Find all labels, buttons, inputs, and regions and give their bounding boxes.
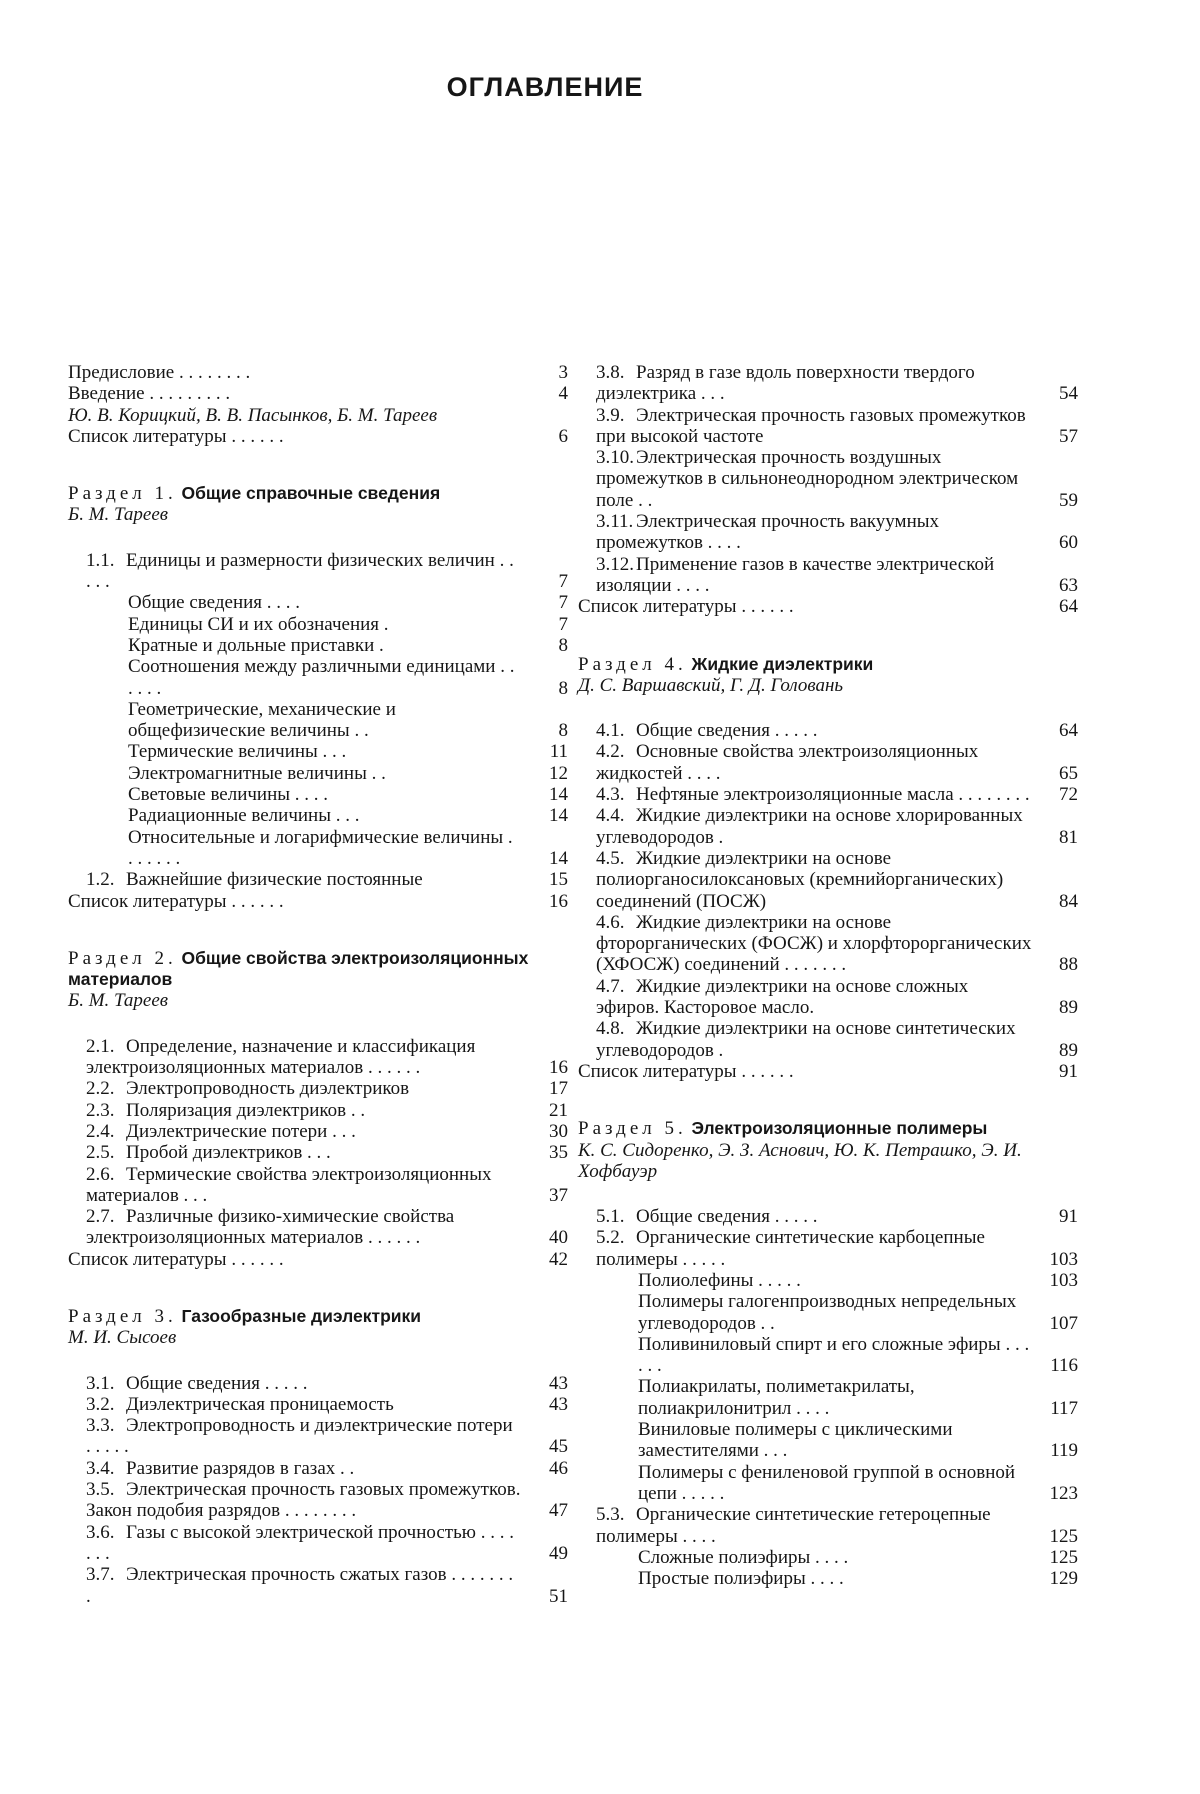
toc-page-number: 8 xyxy=(558,720,568,742)
toc-entry-label xyxy=(596,805,1032,848)
toc-entry xyxy=(68,614,568,635)
section-authors: Б. М. Тареев xyxy=(68,990,169,1012)
toc-entry xyxy=(68,1522,568,1565)
toc-entry xyxy=(68,1164,568,1207)
toc-entry-label xyxy=(86,1164,522,1207)
toc-entry-number: 5.1. xyxy=(596,1206,625,1228)
toc-entry-text: Жидкие диэлектрики на основе хлорированных углеводородов . xyxy=(596,805,1023,848)
toc-entry-text: Электрическая прочность сжатых газов . . . . . . . . xyxy=(86,1564,514,1607)
toc-entry-number: 1.1. xyxy=(86,549,115,571)
toc-page-number: 37 xyxy=(549,1184,568,1206)
toc-entry-number: 3.10. xyxy=(596,447,634,469)
toc-page-number: 60 xyxy=(1059,532,1078,554)
toc-page-number: 8 xyxy=(558,634,568,656)
toc-entry-text: Развитие разрядов в газах . . xyxy=(126,1457,355,1479)
toc-entry-label xyxy=(638,1547,1032,1568)
toc-entry-number: 4.8. xyxy=(596,1018,625,1040)
toc-entry-label xyxy=(596,1206,1032,1227)
toc-page-number: 14 xyxy=(549,805,568,827)
toc-entry-text: Введение . . . . . . . . . xyxy=(68,383,231,405)
toc-entry-number: 3.8. xyxy=(596,362,625,383)
toc-entry-text: Сложные полиэфиры . . . . xyxy=(638,1546,849,1568)
toc-entry xyxy=(578,1419,1078,1462)
toc-page-number: 7 xyxy=(558,592,568,614)
toc-page-number: 30 xyxy=(549,1120,568,1142)
toc-entry-label xyxy=(86,1121,522,1142)
toc-entry-number: 4.6. xyxy=(596,911,625,933)
toc-entry xyxy=(578,720,1078,741)
toc-page-number: 91 xyxy=(1059,1206,1078,1228)
toc-entry-label xyxy=(596,1227,1032,1270)
toc-entry-number: 3.4. xyxy=(86,1457,115,1479)
toc-entry-label xyxy=(596,976,1032,1019)
toc-entry-label xyxy=(86,1078,522,1099)
toc-entry-number: 2.5. xyxy=(86,1142,115,1164)
toc-entry-label xyxy=(68,1249,522,1270)
toc-entry-label xyxy=(68,891,522,912)
section-heading xyxy=(68,483,568,504)
toc-entry-text: Разряд в газе вдоль поверхности твердого диэлектрика . . . xyxy=(596,362,975,405)
toc-entry xyxy=(578,848,1078,912)
toc-entry-number: 4.2. xyxy=(596,741,625,763)
toc-page-number: 17 xyxy=(549,1078,568,1100)
toc-page-number: 81 xyxy=(1059,826,1078,848)
toc-entry-label xyxy=(86,1142,522,1163)
toc-entry-text: Полимеры галогенпроизводных непредельных углеводородов . . xyxy=(638,1291,1017,1334)
toc-entry-label xyxy=(128,656,522,699)
toc-entry-text: Радиационные величины . . . xyxy=(128,805,360,827)
toc-entry-text: Предисловие . . . . . . . . xyxy=(68,362,251,383)
toc-right-column xyxy=(578,362,1078,1589)
toc-references-entry xyxy=(68,383,568,404)
toc-entry xyxy=(68,1078,568,1099)
toc-entry xyxy=(68,1373,568,1394)
toc-entry-label xyxy=(68,383,522,404)
toc-entry-label xyxy=(596,447,1032,511)
toc-entry xyxy=(68,741,568,762)
toc-entry xyxy=(68,592,568,613)
toc-page-number: 43 xyxy=(549,1372,568,1394)
toc-page-number: 43 xyxy=(549,1393,568,1415)
toc-entry xyxy=(578,1018,1078,1061)
toc-entry-text: Электрическая прочность вакуумных промежутков . . . . xyxy=(596,511,939,554)
toc-page-number: 63 xyxy=(1059,574,1078,596)
toc-entry xyxy=(68,1121,568,1142)
toc-page-number: 42 xyxy=(549,1248,568,1270)
toc-entry-label xyxy=(86,550,522,593)
toc-references-entry xyxy=(68,1249,568,1270)
toc-entry xyxy=(578,1547,1078,1568)
section-prefix: Раздел 2. xyxy=(68,947,177,969)
toc-page-number: 84 xyxy=(1059,890,1078,912)
section-heading xyxy=(578,1118,1078,1139)
toc-entry-text: Электропроводность диэлектриков xyxy=(126,1078,410,1100)
toc-entry-label xyxy=(638,1270,1032,1291)
toc-page-number: 91 xyxy=(1059,1060,1078,1082)
toc-page-number: 49 xyxy=(549,1542,568,1564)
toc-entry xyxy=(578,1206,1078,1227)
toc-entry xyxy=(578,1334,1078,1377)
toc-entry-label xyxy=(86,1100,522,1121)
toc-entry-text: Список литературы . . . . . . xyxy=(68,425,284,447)
toc-entry xyxy=(68,1036,568,1079)
toc-entry xyxy=(68,1458,568,1479)
toc-page-number: 119 xyxy=(1050,1440,1078,1462)
toc-entry xyxy=(68,550,568,593)
toc-entry xyxy=(578,784,1078,805)
toc-entry-label xyxy=(86,1522,522,1565)
toc-page-number: 47 xyxy=(549,1500,568,1522)
toc-page-number: 123 xyxy=(1049,1482,1078,1504)
page-title: ОГЛАВЛЕНИЕ xyxy=(446,72,644,102)
toc-entry-number: 4.7. xyxy=(596,975,625,997)
toc-entry-label xyxy=(128,699,522,742)
section-authors: Б. М. Тареев xyxy=(68,504,169,526)
toc-page-number: 35 xyxy=(549,1142,568,1164)
toc-entry-number: 3.2. xyxy=(86,1393,115,1415)
toc-page-number: 64 xyxy=(1059,720,1078,742)
toc-entry-label xyxy=(128,635,522,656)
toc-entry-text: Список литературы . . . . . . xyxy=(68,890,284,912)
toc-page-number: 57 xyxy=(1059,425,1078,447)
toc-page-number: 11 xyxy=(549,741,568,763)
toc-page-number: 16 xyxy=(549,890,568,912)
toc-entry xyxy=(68,1394,568,1415)
toc-page-number: 72 xyxy=(1059,784,1078,806)
spacer xyxy=(68,1012,568,1036)
toc-entry-label xyxy=(638,1291,1032,1334)
toc-entry-label xyxy=(128,805,522,826)
toc-entry-label xyxy=(596,784,1032,805)
toc-entry-label xyxy=(86,1479,522,1522)
toc-entry-text: Органические синтетические карбоцепные полимеры . . . . . xyxy=(596,1227,985,1270)
toc-page-number: 103 xyxy=(1049,1248,1078,1270)
toc-entry xyxy=(578,1270,1078,1291)
toc-entry-number: 2.2. xyxy=(86,1078,115,1100)
toc-page-number: 65 xyxy=(1059,762,1078,784)
section-title: Жидкие диэлектрики xyxy=(691,653,874,674)
toc-entry-label xyxy=(86,1415,522,1458)
toc-page-number: 88 xyxy=(1059,954,1078,976)
section-prefix: Раздел 5. xyxy=(578,1118,687,1140)
section-prefix: Раздел 3. xyxy=(68,1305,177,1327)
toc-entry-label xyxy=(86,869,522,890)
toc-page-number: 51 xyxy=(549,1585,568,1607)
spacer xyxy=(578,696,1078,720)
toc-entry-label xyxy=(596,720,1032,741)
toc-entry xyxy=(578,405,1078,448)
toc-entry xyxy=(578,1462,1078,1505)
toc-entry-text: Жидкие диэлектрики на основе фторорганических (ФОСЖ) и хлорфторорганических (ХФОСЖ) соединений . . . . . . . xyxy=(596,911,1032,976)
toc-entry-number: 3.3. xyxy=(86,1415,115,1437)
toc-entry-text: Диэлектрическая проницаемость xyxy=(126,1393,394,1415)
toc-page-number: 46 xyxy=(549,1457,568,1479)
toc-page-number: 21 xyxy=(549,1099,568,1121)
toc-page-number: 116 xyxy=(1050,1355,1078,1377)
spacer xyxy=(68,526,568,550)
toc-page-number: 89 xyxy=(1059,1039,1078,1061)
section-title: Общие свойства электроизоляционных материалов xyxy=(68,947,529,990)
toc-entry xyxy=(68,1142,568,1163)
toc-page-number: 7 xyxy=(558,613,568,635)
toc-entry-label xyxy=(638,1568,1032,1589)
toc-entry-label xyxy=(638,1419,1032,1462)
toc-entry-text: Пробой диэлектриков . . . xyxy=(126,1142,331,1164)
toc-entry-label xyxy=(596,405,1032,448)
toc-entry-text: Различные физико-химические свойства электроизоляционных материалов . . . . . . xyxy=(86,1206,455,1249)
toc-entry-text: Полиолефины . . . . . xyxy=(638,1269,801,1291)
toc-references-entry xyxy=(578,1061,1078,1082)
toc-entry xyxy=(578,1504,1078,1547)
toc-entry-label xyxy=(638,1334,1032,1377)
toc-entry xyxy=(68,827,568,870)
toc-entry-text: Определение, назначение и классификация электроизоляционных материалов . . . . . . xyxy=(86,1035,476,1079)
toc-entry-text: Жидкие диэлектрики на основе сложных эфиров. Касторовое масло. xyxy=(596,975,969,1019)
toc-entry-text: Общие сведения . . . . . xyxy=(636,720,818,742)
toc-entry-text: Полимеры с фениленовой группой в основной цепи . . . . . xyxy=(638,1461,1016,1504)
toc-entry-number: 3.7. xyxy=(86,1564,115,1586)
toc-entry-text: Диэлектрические потери . . . xyxy=(126,1120,356,1142)
toc-entry-text: Основные свойства электроизоляционных жидкостей . . . . xyxy=(596,741,979,784)
section-title: Газообразные диэлектрики xyxy=(181,1305,422,1326)
toc-page-number: 125 xyxy=(1049,1546,1078,1568)
toc-page-number: 125 xyxy=(1049,1525,1078,1547)
toc-entry xyxy=(578,1568,1078,1589)
toc-entry-number: 2.6. xyxy=(86,1163,115,1185)
toc-entry-number: 4.1. xyxy=(596,720,625,742)
toc-page-number: 14 xyxy=(549,784,568,806)
section-prefix: Раздел 4. xyxy=(578,653,687,675)
toc-entry xyxy=(578,1291,1078,1334)
toc-entry-number: 5.3. xyxy=(596,1504,625,1526)
toc-entry xyxy=(68,635,568,656)
toc-entry xyxy=(68,805,568,826)
toc-entry-label xyxy=(86,1373,522,1394)
toc-entry-text: Применение газов в качестве электрической изоляции . . . . xyxy=(596,553,995,596)
toc-entry xyxy=(68,1479,568,1522)
toc-entry-number: 3.6. xyxy=(86,1521,115,1543)
toc-entry-text: Нефтяные электроизоляционные масла . . . . . . . . xyxy=(636,784,1030,806)
toc-page-number: 45 xyxy=(549,1436,568,1458)
toc-entry-label xyxy=(128,784,522,805)
toc-entry-text: Соотношения между различными единицами . . . . . . xyxy=(128,656,515,699)
toc-page-number: 107 xyxy=(1049,1312,1078,1334)
toc-entry-text: Электромагнитные величины . . xyxy=(128,762,386,784)
toc-entry-number: 2.4. xyxy=(86,1120,115,1142)
section-prefix: Раздел 1. xyxy=(68,483,177,505)
section-authors: Д. С. Варшавский, Г. Д. Головань xyxy=(578,674,844,696)
toc-entry-label xyxy=(578,1061,1032,1082)
toc-entry-text: Общие сведения . . . . . xyxy=(636,1206,818,1228)
toc-page-number: 16 xyxy=(549,1057,568,1079)
toc-entry-label xyxy=(596,912,1032,976)
section-heading xyxy=(68,948,568,991)
toc-entry xyxy=(578,362,1078,405)
toc-page-number: 12 xyxy=(549,762,568,784)
toc-entry xyxy=(68,763,568,784)
toc-page-number: 117 xyxy=(1050,1397,1078,1419)
toc-entry-text: Термические свойства электроизоляционных материалов . . . xyxy=(86,1163,492,1206)
toc-entry-text: Жидкие диэлектрики на основе синтетических углеводородов . xyxy=(596,1018,1016,1061)
toc-entry-text: Термические величины . . . xyxy=(128,741,347,763)
toc-references-entry xyxy=(68,426,568,447)
toc-entry-label xyxy=(596,1018,1032,1061)
toc-page-number: 14 xyxy=(549,847,568,869)
toc-entry-number: 2.7. xyxy=(86,1206,115,1228)
toc-entry-text: Важнейшие физические постоянные xyxy=(126,869,423,891)
toc-entry-label xyxy=(86,1458,522,1479)
toc-entry-text: Световые величины . . . . xyxy=(128,784,329,806)
toc-entry xyxy=(578,511,1078,554)
toc-entry xyxy=(68,784,568,805)
toc-entry-label xyxy=(596,1504,1032,1547)
toc-entry-text: Список литературы . . . . . . xyxy=(578,1060,794,1082)
toc-entry-text: Жидкие диэлектрики на основе полиорганосилоксановых (кремнийорганических) соединений (ПОСЖ) xyxy=(596,847,1004,912)
toc-entry-label xyxy=(86,1036,522,1079)
toc-left-column xyxy=(68,362,568,1607)
toc-entry xyxy=(578,1376,1078,1419)
toc-entry xyxy=(68,1564,568,1607)
toc-entry-text: Относительные и логарифмические величины . . . . . . . xyxy=(128,826,513,869)
toc-entry-number: 2.1. xyxy=(86,1035,115,1057)
toc-page-number: 8 xyxy=(558,677,568,699)
spacer xyxy=(68,1349,568,1373)
toc-entry-text: Геометрические, механические и общефизические величины . . xyxy=(128,698,396,742)
toc-entry-text: Виниловые полимеры с циклическими заместителями . . . xyxy=(638,1419,953,1462)
toc-page-number: 103 xyxy=(1049,1269,1078,1291)
toc-entry-label xyxy=(596,741,1032,784)
toc-entry-number: 4.4. xyxy=(596,805,625,827)
toc-entry xyxy=(578,741,1078,784)
toc-page-number: 54 xyxy=(1059,383,1078,405)
toc-entry-number: 3.9. xyxy=(596,404,625,426)
toc-entry-label xyxy=(86,1394,522,1415)
toc-entry-text: Общие сведения . . . . . xyxy=(126,1372,308,1394)
toc-entry-number: 2.3. xyxy=(86,1099,115,1121)
toc-entry-label xyxy=(596,554,1032,597)
toc-page-number: 64 xyxy=(1059,596,1078,618)
toc-references-entry xyxy=(68,891,568,912)
toc-page-number: 4 xyxy=(558,383,568,405)
toc-entry-label xyxy=(128,827,522,870)
intro-authors: Ю. В. Корицкий, В. В. Пасынков, Б. М. Тареев xyxy=(68,404,438,426)
toc-entry-text: Электрическая прочность газовых промежутков. Закон подобия разрядов . . . . . . . . xyxy=(86,1479,521,1522)
toc-entry-label xyxy=(128,592,522,613)
toc-entry-label xyxy=(596,511,1032,554)
section-authors: М. И. Сысоев xyxy=(68,1327,177,1349)
toc-entry-text: Общие сведения . . . . xyxy=(128,592,301,614)
toc-page-number: 40 xyxy=(549,1227,568,1249)
toc-entry-label xyxy=(128,741,522,762)
toc-entry-label xyxy=(578,596,1032,617)
toc-entry-label xyxy=(638,1462,1032,1505)
toc-entry xyxy=(68,869,568,890)
toc-entry-text: Единицы СИ и их обозначения . xyxy=(128,613,389,635)
toc-entry-text: Газы с высокой электрической прочностью . . . . . . . xyxy=(86,1521,514,1564)
toc-entry-text: Простые полиэфиры . . . . xyxy=(638,1568,844,1590)
toc-entry-number: 5.2. xyxy=(596,1227,625,1249)
toc-references-entry xyxy=(578,596,1078,617)
toc-page-number: 3 xyxy=(558,362,568,383)
toc-entry-text: Единицы и размерности физических величин . . . . . xyxy=(86,549,514,593)
toc-entry-text: Поляризация диэлектриков . . xyxy=(126,1099,366,1121)
spacer xyxy=(578,1182,1078,1206)
toc-page-number: 59 xyxy=(1059,489,1078,511)
toc-entry-label xyxy=(128,763,522,784)
toc-entry-label xyxy=(596,362,1032,405)
toc-entry-number: 3.5. xyxy=(86,1479,115,1501)
toc-entry-label xyxy=(86,1206,522,1249)
toc-entry xyxy=(68,1415,568,1458)
toc-entry-number: 3.12. xyxy=(596,553,634,575)
toc-entry-label xyxy=(596,848,1032,912)
toc-entry-number: 3.1. xyxy=(86,1372,115,1394)
toc-entry xyxy=(68,699,568,742)
toc-entry-label xyxy=(128,614,522,635)
section-heading xyxy=(68,1306,568,1327)
toc-references-entry xyxy=(68,362,568,383)
toc-entry-text: Поливиниловый спирт и его сложные эфиры . . . . . . xyxy=(638,1333,1030,1377)
toc-entry xyxy=(578,805,1078,848)
toc-entry xyxy=(578,447,1078,511)
toc-entry xyxy=(68,1206,568,1249)
toc-entry-number: 4.3. xyxy=(596,784,625,806)
toc-entry xyxy=(578,554,1078,597)
toc-entry-text: Электрическая прочность воздушных промежутков в сильнонеоднородном электрическом поле . . xyxy=(596,447,1019,511)
toc-entry-text: Электрическая прочность газовых промежутков при высокой частоте xyxy=(596,404,1026,447)
toc-entry-number: 1.2. xyxy=(86,869,115,891)
toc-entry-text: Список литературы . . . . . . xyxy=(578,596,794,618)
toc-entry-text: Кратные и дольные приставки . xyxy=(128,634,384,656)
toc-entry xyxy=(578,976,1078,1019)
section-title: Электроизоляционные полимеры xyxy=(691,1118,988,1139)
toc-entry-number: 4.5. xyxy=(596,847,625,869)
toc-entry-text: Органические синтетические гетероцепные полимеры . . . . xyxy=(596,1504,991,1547)
section-authors: К. С. Сидоренко, Э. З. Аснович, Ю. К. Петрашко, Э. И. Хофбауэр xyxy=(578,1139,1022,1182)
toc-entry xyxy=(68,1100,568,1121)
toc-page-number: 129 xyxy=(1049,1568,1078,1590)
toc-entry-text: Список литературы . . . . . . xyxy=(68,1248,284,1270)
toc-entry xyxy=(578,1227,1078,1270)
toc-page-number: 89 xyxy=(1059,997,1078,1019)
toc-page-number: 7 xyxy=(558,571,568,593)
toc-entry-number: 3.11. xyxy=(596,511,634,533)
toc-entry-label xyxy=(638,1376,1032,1419)
toc-entry-text: Электропроводность и диэлектрические потери . . . . . xyxy=(86,1415,513,1458)
toc-entry xyxy=(68,656,568,699)
section-title: Общие справочные сведения xyxy=(181,483,441,504)
toc-entry xyxy=(578,912,1078,976)
toc-page-number: 6 xyxy=(558,425,568,447)
toc-page-number: 15 xyxy=(549,869,568,891)
toc-entry-label xyxy=(86,1564,522,1607)
toc-entry-label xyxy=(68,362,522,383)
toc-entry-text: Полиакрилаты, полиметакрилаты, полиакрилонитрил . . . . xyxy=(638,1376,915,1419)
section-heading xyxy=(578,654,1078,675)
